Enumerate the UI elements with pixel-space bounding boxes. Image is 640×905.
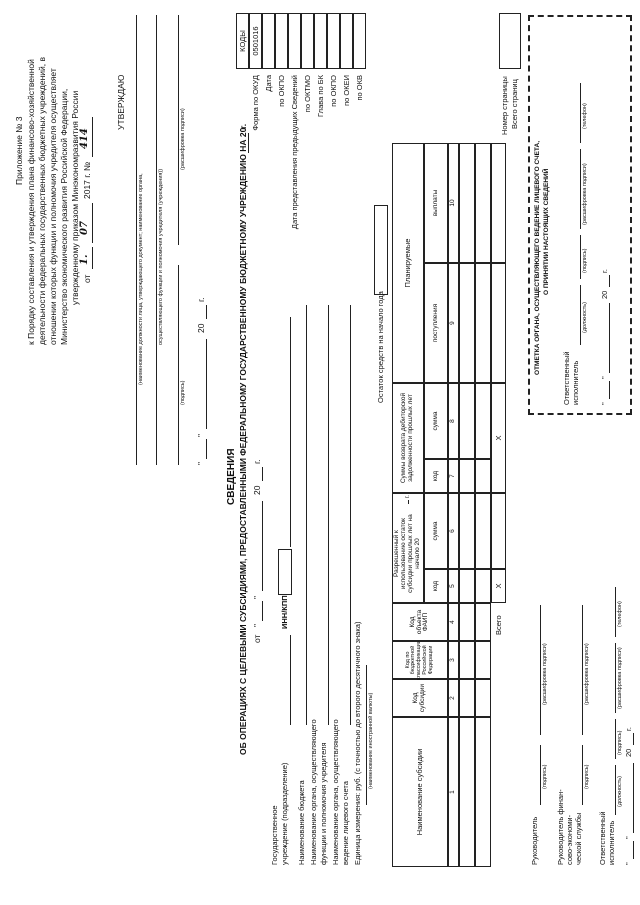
date-month-underline xyxy=(92,203,93,243)
bk-value[interactable] xyxy=(314,13,327,69)
appendix-line-3: отношении которых функции и полномочия учредителя осуществляет xyxy=(48,68,58,345)
stamp-year: 20 xyxy=(600,290,609,299)
approve-line-2 xyxy=(156,15,157,465)
sig-exec-label-1: Ответственный xyxy=(598,811,607,865)
date-value[interactable] xyxy=(262,13,275,69)
stamp-exec-1: Ответственный xyxy=(562,351,571,405)
col-subsidy-name: Наименование субсидии xyxy=(392,717,448,867)
sig-exec-decoding: (расшифровка подписи) xyxy=(617,647,623,709)
field-institution-2: учреждение (подразделение) xyxy=(280,762,289,865)
total-sum-1[interactable] xyxy=(491,493,506,569)
stamp-position: (должность) xyxy=(582,302,588,333)
balance-box[interactable] xyxy=(374,205,388,295)
inn-kpp-box[interactable] xyxy=(278,549,292,595)
total-payments[interactable] xyxy=(491,143,506,263)
col-faip: Код объекта ФАИП xyxy=(392,603,448,641)
sub-code-1: код xyxy=(424,569,448,603)
sig-exec-signature: (подпись) xyxy=(617,730,623,755)
sig-exec-phone: (телефон) xyxy=(617,601,623,627)
currency-caption: (наименование иностранной валюты) xyxy=(368,692,374,789)
sub-code-2: код xyxy=(424,459,448,493)
appendix-order-line: утвержденному приказом Минэкономразвития России xyxy=(70,90,80,305)
label-form-okud: Форма по ОКУД xyxy=(251,75,260,131)
num-10: 10 xyxy=(448,143,459,263)
sig-exec-label-2: исполнитель xyxy=(607,820,616,865)
appendix-line-1: к Порядку составления и утверждения плана финансово-хозяйственной xyxy=(26,59,36,345)
approve-sign-caption: (подпись) xyxy=(180,380,186,405)
currency-line[interactable] xyxy=(366,665,367,805)
sig-fin-label-1: Руководитель финан- xyxy=(556,789,565,865)
prev-date-value[interactable] xyxy=(288,13,301,69)
col-group-permitted: Разрешенный к использованию остаток субсидии прошлых лет на начало 20 г. xyxy=(392,493,424,603)
table-row[interactable] xyxy=(475,717,491,867)
appendix-title: Приложение № 3 xyxy=(14,116,24,185)
num-8: 8 xyxy=(448,383,459,459)
approve-decode-line xyxy=(178,15,179,245)
col-budget-code: Код по бюджетной классификации Российской Федерации xyxy=(392,641,448,679)
sig-fin-decoding: (расшифровка подписи) xyxy=(584,643,590,705)
okpo-value[interactable] xyxy=(275,13,288,69)
approve-line-1 xyxy=(136,15,137,465)
label-okpo-2: по ОКПО xyxy=(329,75,338,107)
sig-head-label: Руководитель xyxy=(530,816,539,865)
institution-input-line[interactable] xyxy=(290,635,291,725)
oktmo-value[interactable] xyxy=(301,13,314,69)
label-bk: Глава по БК xyxy=(316,75,325,117)
organ-input-line[interactable] xyxy=(328,305,329,725)
sig-fin-signature: (подпись) xyxy=(584,764,590,789)
stamp-signature: (подпись) xyxy=(582,248,588,273)
label-oktmo: по ОКТМО xyxy=(303,75,312,113)
num-1: 1 xyxy=(448,717,459,867)
table-row[interactable] xyxy=(459,717,475,867)
appendix-line-2: деятельности федеральных государственных бюджетных учреждений, в xyxy=(37,56,47,345)
account-input-line[interactable] xyxy=(350,305,351,725)
num-2: 2 xyxy=(448,679,459,717)
field-unit: Единица измерения: руб. (с точностью до второго десятичного знака) xyxy=(353,621,362,865)
total-receipts[interactable] xyxy=(491,263,506,383)
label-okpo: по ОКПО xyxy=(277,75,286,107)
okv-value[interactable] xyxy=(353,13,366,69)
field-institution-1: Государственное xyxy=(270,805,279,865)
num-9: 9 xyxy=(448,263,459,383)
approve-caption-1: (наименование должности лица, утверждающего документ; наименование органа, xyxy=(138,173,144,385)
field-organ-2: функции и полномочия учредителя xyxy=(319,742,328,865)
num-4: 4 xyxy=(448,603,459,641)
rotated-form: Приложение № 3 к Порядку составления и утверждения плана финансово-хозяйственной деятельности федеральных государственных бюджетных учреждений, в отношении которых функции и полномочия учредителя осуществляет Министерство экономического развития Российской Федерации, утвержденному приказом Минэкономразвития России от 1. 07 2017 г. № 414 УТВЕРЖДАЮ (наименование должности лица, утверждающего документ; наименование органа, осуществляющего функции и полномочия учредителя (учреждения)) (подпись) (расшифровка подписи) " " 20 г. СВЕДЕНИЯ ОБ ОПЕРАЦИЯХ С ЦЕЛЕВЫМИ СУБСИДИЯМИ, ПРЕДОСТАВЛЕННЫМИ ФЕДЕРАЛЬНОМУ ГОСУДАРСТВЕННОМУ БЮДЖЕТНОМУ УЧРЕЖДЕНИЮ НА 20 г. от " " 20 г. КОДЫ 0501016 Форма по ОКУД Дата по ОКПО Дата представления предыдущих Сведений по ОКТМО Глава по БК по ОКПО по ОКЕИ по ОКВ Государственное учреждение (подразделение) ИНН/КПП Наименование бюджета Наименование органа, осуществляющего функции и полномочия учредителя Наименование органа, осуществляющего ведение лицевого счета Единица измерения: руб. (с точностью до второго десятичного знака) (наименование иностранной валюты) Остаток средств на начало года Наименование субсидии Код субсидии Код по бюджетной классификации Российской Федерации Код объекта ФАИП Разрешенный к использованию остаток субсидии прошлых лет на начало 20 г. Суммы возврата дебиторской задолженности прошлых лет Планируемые код сумма код сумма поступления выплаты 1 2 3 4 5 6 7 8 9 10 Всего X X Номер страницы Всего страниц Руководитель (подпись) (расшифровка подписи) Руководитель финан- сово-экономи- ческой службы (подпись) (расшифровка подписи) Ответственный исполнитель (должность) (подпись) (расшифровка подписи) (телефон) " " 20 г. ОТМЕТКА ОРГАНА, ОСУЩЕСТВЛЯЮЩЕГО ВЕДЕНИЕ ЛИЦЕВОГО СЧЕТА, О ПРИНЯТИИ НАСТОЯЩИХ СВЕДЕНИЙ Ответственный исполнитель (должность) (подпись) (расшифровка подписи) (телефон) " " 20 г. xyxy=(0,0,640,905)
page-number-label: Номер страницы xyxy=(500,76,509,135)
total-pages-label: Всего страниц xyxy=(510,79,519,129)
codes-header: КОДЫ xyxy=(236,13,249,69)
sig-date-g: г. xyxy=(624,727,633,731)
label-prev-date: Дата представления предыдущих Сведений xyxy=(290,75,299,230)
col-group-planned: Планируемые xyxy=(392,143,424,383)
balance-label: Остаток средств на начало года xyxy=(376,291,385,403)
form-okud-value: 0501016 xyxy=(249,13,262,69)
title-date-from: от xyxy=(252,634,262,643)
appendix-date-year: 2017 г. № xyxy=(82,161,92,199)
approve-year-suffix: г. xyxy=(196,297,206,302)
sig-fin-label-3: ческой службы xyxy=(574,812,583,865)
sig-date-year: 20 xyxy=(624,748,633,757)
col-group-refund: Суммы возврата дебиторской задолженности прошлых лет xyxy=(392,383,424,493)
title-date-year: 20 xyxy=(252,485,262,495)
field-inn-kpp: ИНН/КПП xyxy=(280,595,289,629)
field-account-2: ведение лицевого счета xyxy=(341,781,350,865)
okpo-2-value[interactable] xyxy=(327,13,340,69)
date-day-underline xyxy=(92,247,93,269)
appendix-line-4: Министерство экономического развития Российской Федерации, xyxy=(59,88,69,345)
appendix-date-day: 1. xyxy=(79,254,90,265)
approve-title: УТВЕРЖДАЮ xyxy=(116,74,126,130)
institution-tail-line xyxy=(290,317,291,547)
sig-fin-label-2: сово-экономи- xyxy=(565,814,574,865)
sub-sum-1: сумма xyxy=(424,493,448,569)
document-subtitle-suffix: г. xyxy=(238,123,248,129)
stamp-exec-2: исполнитель xyxy=(571,360,580,405)
sig-exec-position: (должность) xyxy=(617,776,623,807)
sig-head-signature: (подпись) xyxy=(542,764,548,789)
col-subsidy-code: Код субсидии xyxy=(392,679,448,717)
num-6: 6 xyxy=(448,493,459,569)
sub-payments: выплаты xyxy=(424,143,448,263)
sig-head-decoding: (расшифровка подписи) xyxy=(542,643,548,705)
total-code-1: X xyxy=(491,569,506,603)
document-title: СВЕДЕНИЯ xyxy=(226,448,237,505)
stamp-decoding: (расшифровка подписи) xyxy=(582,163,588,225)
document-subtitle: ОБ ОПЕРАЦИЯХ С ЦЕЛЕВЫМИ СУБСИДИЯМИ, ПРЕДОСТАВЛЕННЫМИ ФЕДЕРАЛЬНОМУ ГОСУДАРСТВЕННОМУ БЮДЖЕТНОМУ УЧРЕЖДЕНИЮ НА 20 xyxy=(238,127,248,755)
approve-decode-caption: (расшифровка подписи) xyxy=(180,108,186,170)
label-okv: по ОКВ xyxy=(355,75,364,101)
field-organ-1: Наименование органа, осуществляющего xyxy=(309,719,318,865)
appendix-date-month: 07 xyxy=(79,221,90,235)
sub-sum-2: сумма xyxy=(424,383,448,459)
appendix-order-number: 414 xyxy=(79,128,90,149)
title-date-suffix: г. xyxy=(252,459,262,464)
label-date: Дата xyxy=(264,75,273,92)
okei-value[interactable] xyxy=(340,13,353,69)
total-refund: X xyxy=(491,383,506,493)
page-number-box[interactable] xyxy=(499,13,521,69)
stamp-phone: (телефон) xyxy=(582,103,588,129)
num-3: 3 xyxy=(448,641,459,679)
budget-input-line[interactable] xyxy=(306,305,307,725)
stamp-title-2: О ПРИНЯТИИ НАСТОЯЩИХ СВЕДЕНИЙ xyxy=(543,168,550,295)
appendix-date-prefix: от xyxy=(82,274,92,283)
num-7: 7 xyxy=(448,459,459,493)
approve-sign-line xyxy=(178,265,179,465)
order-number-underline xyxy=(92,117,93,157)
approve-caption-2: осуществляющего функции и полномочия учредителя (учреждения)) xyxy=(158,168,164,345)
total-label: Всего xyxy=(494,615,503,635)
stamp-title-1: ОТМЕТКА ОРГАНА, ОСУЩЕСТВЛЯЮЩЕГО ВЕДЕНИЕ ЛИЦЕВОГО СЧЕТА, xyxy=(534,141,541,375)
sub-receipts: поступления xyxy=(424,263,448,383)
field-budget: Наименование бюджета xyxy=(297,780,306,865)
num-5: 5 xyxy=(448,569,459,603)
field-account-1: Наименование органа, осуществляющего xyxy=(331,719,340,865)
stamp-g: г. xyxy=(600,269,609,273)
label-okei: по ОКЕИ xyxy=(342,75,351,106)
approve-year: 20 xyxy=(196,323,206,333)
